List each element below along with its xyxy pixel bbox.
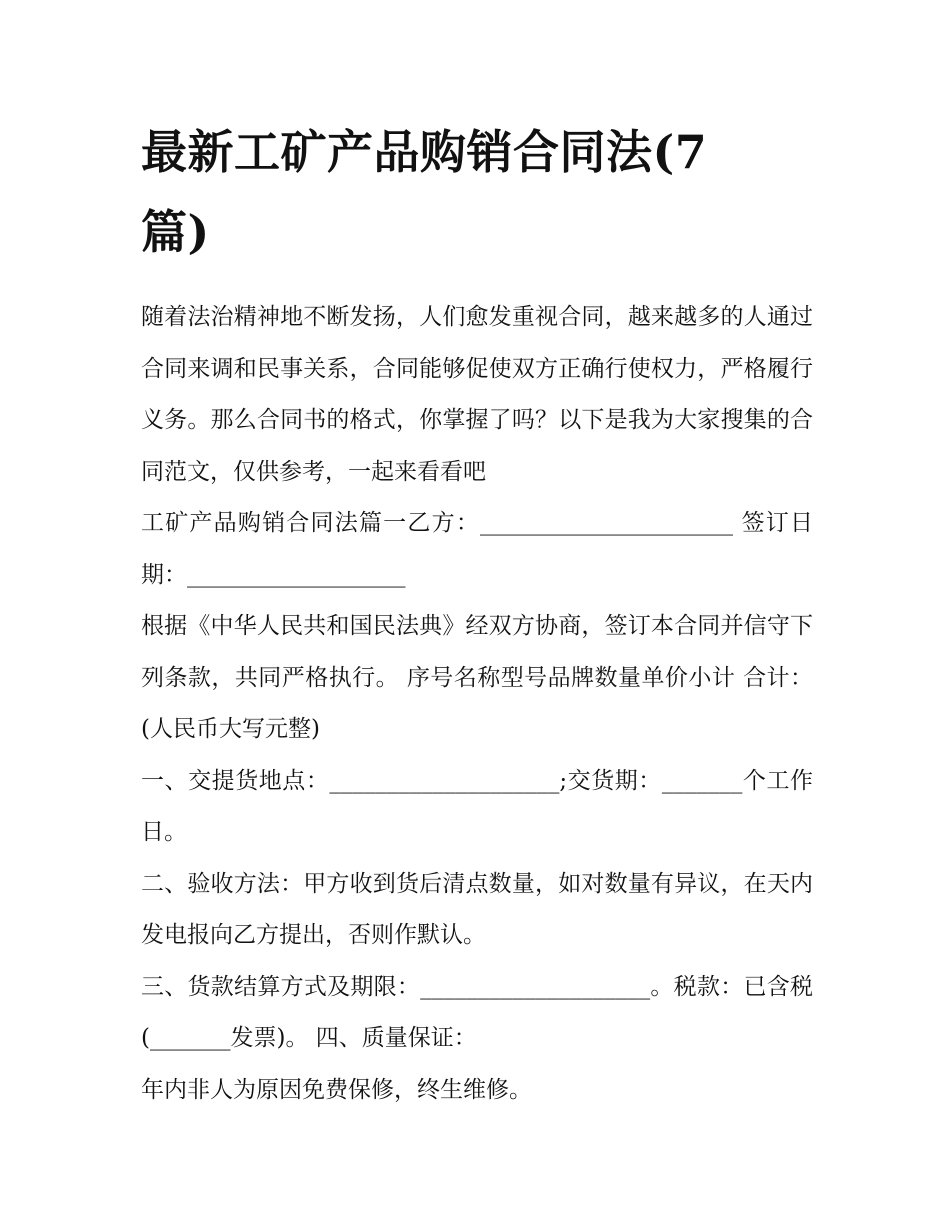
delivery-clause: 一、交提货地点：____________________;交货期：_______个工作日。: [141, 767, 813, 845]
payment-clause: 三、货款结算方式及期限：____________________。税款：已含税(_______发票)。 四、质量保证：: [141, 973, 813, 1051]
document-page: [141, 112, 813, 1116]
document-title: 最新工矿产品购销合同法(7篇): [141, 125, 708, 259]
intro-paragraph: 随着法治精神地不断发扬，人们愈发重视合同，越来越多的人通过合同来调和民事关系，合同能够促使双方正确行使权力，严格履行义务。那么合同书的格式，你掌握了吗？以下是我为大家搜集的合同范文，仅供参考，一起来看看吧: [141, 304, 813, 485]
legal-basis-paragraph: 根据《中华人民共和国民法典》经双方协商，签订本合同并信守下列条款，共同严格执行。 序号名称型号品牌数量单价小计 合计：(人民币大写元整): [141, 613, 813, 742]
warranty-clause: 年内非人为原因免费保修，终生维修。: [141, 1076, 532, 1103]
contract-header-paragraph: 工矿产品购销合同法篇一乙方：______________________ 签订日期：___________________: [141, 510, 813, 588]
acceptance-clause: 二、验收方法：甲方收到货后清点数量，如对数量有异议，在天内发电报向乙方提出，否则作默认。: [141, 870, 813, 948]
